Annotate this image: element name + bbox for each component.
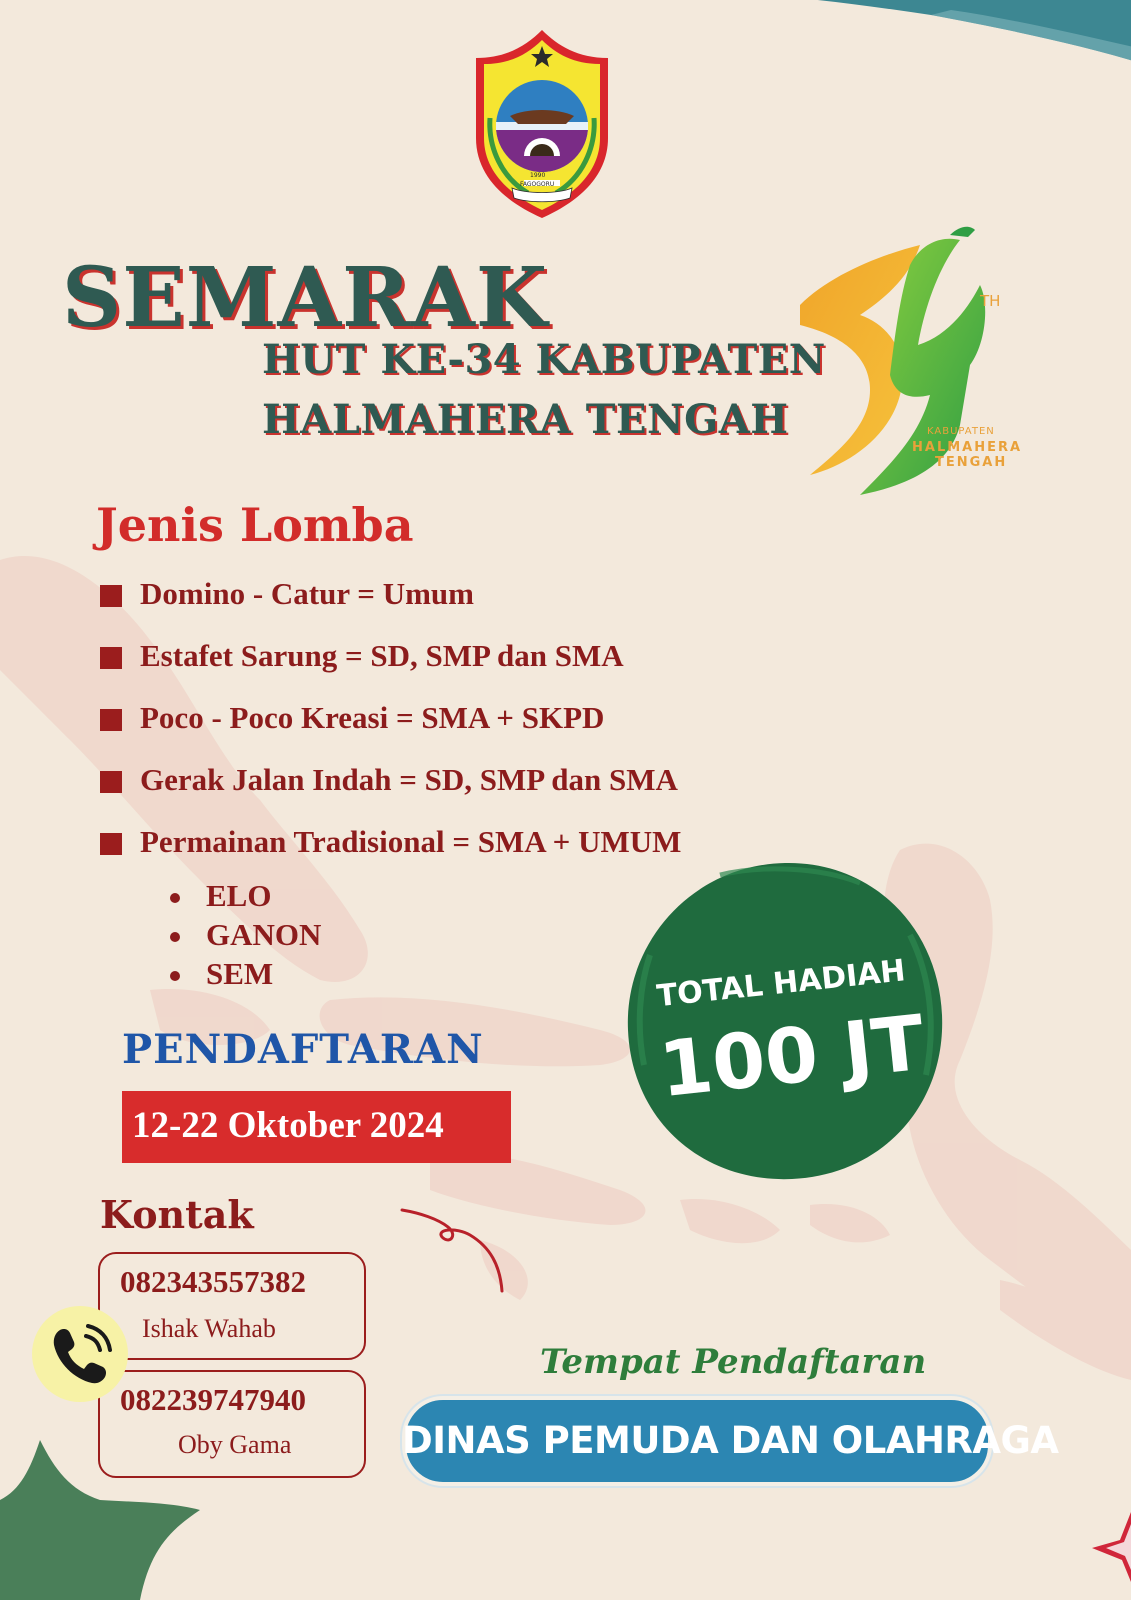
prize-amount: 100 JT [655,997,929,1115]
square-bullet-icon [100,585,122,607]
emblem-year-text: 1990 [530,172,546,179]
bullet-dot-icon [170,893,180,903]
competition-item-label: Poco - Poco Kreasi = SMA + SKPD [140,700,605,735]
registration-dates: 12-22 Oktober 2024 [132,1105,444,1146]
competition-item-label: Domino - Catur = Umum [140,576,474,611]
traditional-games-list [164,878,321,995]
poster-title: SEMARAK [62,250,549,346]
prize-label: TOTAL HADIAH [655,953,908,1015]
phone-icon [46,1320,114,1388]
contact-phone[interactable]: 082343557382 [120,1264,306,1299]
regency-coat-of-arms-icon [466,28,618,220]
ribbon-swirl-decoration [400,1205,520,1295]
list-item [100,762,681,824]
contact-card [98,1252,366,1360]
competition-item-label: Gerak Jalan Indah = SD, SMP dan SMA [140,762,678,797]
game-item-label: GANON [206,917,322,952]
game-item-label: SEM [206,956,274,991]
contacts-heading: Kontak [100,1192,254,1237]
bullet-dot-icon [170,971,180,981]
poster-subtitle-line1: HUT KE-34 KABUPATEN [262,336,826,383]
square-bullet-icon [100,771,122,793]
contact-name: Oby Gama [178,1430,292,1459]
list-item [100,700,681,762]
list-item [100,576,681,638]
list-item [164,956,321,995]
list-item [164,917,321,956]
prize-badge [620,855,950,1185]
emblem-banner-text: FAGOGORU [520,181,555,188]
list-item [164,878,321,917]
anniversary-logo-suffix: TH [980,292,1001,310]
square-bullet-icon [100,647,122,669]
teal-tape-decoration [631,0,1131,80]
competition-item-label: Permainan Tradisional = SMA + UMUM [140,824,682,859]
green-star-leaf-decoration [0,1440,210,1600]
contact-name: Ishak Wahab [142,1314,276,1343]
red-star-decoration [1092,1512,1131,1582]
anniversary-logo-line2: HALMAHERA [912,440,1023,455]
competition-item-label: Estafet Sarung = SD, SMP dan SMA [140,638,624,673]
square-bullet-icon [100,833,122,855]
competitions-heading: Jenis Lomba [96,498,414,552]
game-item-label: ELO [206,878,272,913]
anniversary-logo-line1: KABUPATEN [927,426,995,437]
list-item [100,638,681,700]
anniversary-logo-line3: TENGAH [935,455,1008,470]
bullet-dot-icon [170,932,180,942]
registration-label: PENDAFTARAN [122,1026,484,1073]
venue-name: DINAS PEMUDA DAN OLAHRAGA [402,1419,1059,1462]
competition-list [100,576,681,886]
venue-label: Tempat Pendaftaran [540,1342,927,1382]
poster-subtitle-line2: HALMAHERA TENGAH [262,396,789,443]
square-bullet-icon [100,709,122,731]
contact-phone[interactable]: 082239747940 [120,1382,306,1417]
list-item [100,824,681,886]
